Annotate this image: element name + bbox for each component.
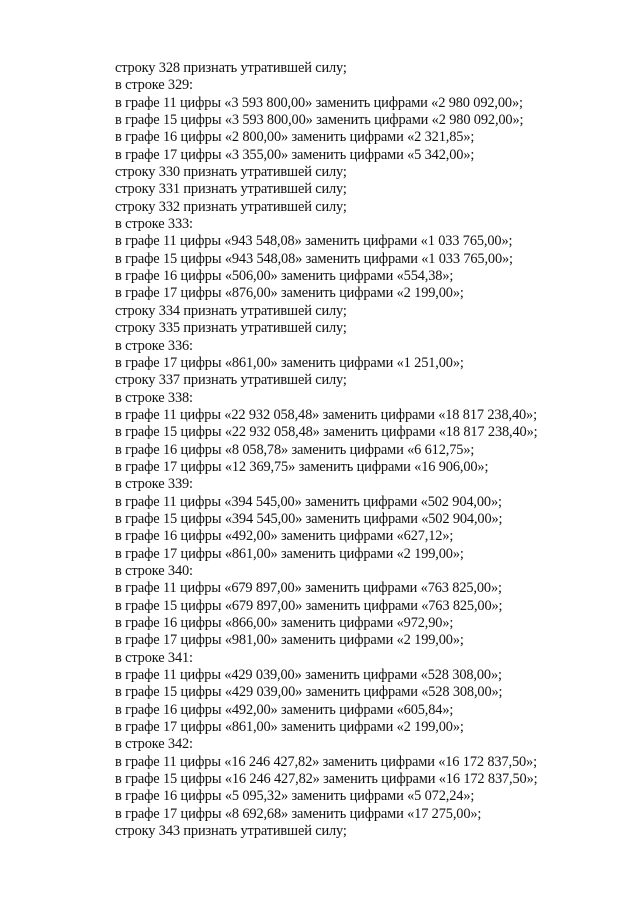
text-line: строку 337 признать утратившей силу; <box>115 372 347 389</box>
amendment-text-block <box>115 60 615 840</box>
text-line: в графе 17 цифры «8 692,68» заменить цифрами «17 275,00»; <box>115 805 482 822</box>
text-line: в графе 17 цифры «861,00» заменить цифрами «1 251,00»; <box>115 354 464 371</box>
text-line: в графе 17 цифры «876,00» заменить цифрами «2 199,00»; <box>115 285 464 302</box>
text-line: в графе 11 цифры «3 593 800,00» заменить цифрами «2 980 092,00»; <box>115 94 523 111</box>
text-line: в графе 16 цифры «5 095,32» заменить цифрами «5 072,24»; <box>115 788 475 805</box>
text-line: в графе 17 цифры «981,00» заменить цифрами «2 199,00»; <box>115 632 464 649</box>
text-line: в графе 17 цифры «3 355,00» заменить цифрами «5 342,00»; <box>115 146 475 163</box>
text-line: строку 343 признать утратившей силу; <box>115 823 347 840</box>
text-line: в графе 15 цифры «943 548,08» заменить цифрами «1 033 765,00»; <box>115 250 513 267</box>
text-line: в графе 16 цифры «492,00» заменить цифрами «605,84»; <box>115 701 454 718</box>
text-line: в строке 329: <box>115 77 193 94</box>
text-line: строку 335 признать утратившей силу; <box>115 320 347 337</box>
text-line: строку 332 признать утратившей силу; <box>115 198 347 215</box>
text-line: в графе 11 цифры «16 246 427,82» заменить цифрами «16 172 837,50»; <box>115 753 537 770</box>
text-line: в графе 15 цифры «429 039,00» заменить цифрами «528 308,00»; <box>115 684 503 701</box>
text-line: в графе 16 цифры «2 800,00» заменить цифрами «2 321,85»; <box>115 129 475 146</box>
text-line: в графе 11 цифры «429 039,00» заменить цифрами «528 308,00»; <box>115 667 502 684</box>
text-line: в графе 15 цифры «679 897,00» заменить цифрами «763 825,00»; <box>115 597 503 614</box>
text-line: в графе 15 цифры «16 246 427,82» заменить цифрами «16 172 837,50»; <box>115 771 538 788</box>
text-line: строку 328 признать утратившей силу; <box>115 60 347 76</box>
text-line: в графе 15 цифры «22 932 058,48» заменить цифрами «18 817 238,40»; <box>115 424 538 441</box>
text-line: в графе 17 цифры «861,00» заменить цифрами «2 199,00»; <box>115 719 464 736</box>
text-line: в графе 15 цифры «394 545,00» заменить цифрами «502 904,00»; <box>115 510 503 527</box>
text-line: в графе 11 цифры «679 897,00» заменить цифрами «763 825,00»; <box>115 580 502 597</box>
text-line: в строке 338: <box>115 389 193 406</box>
text-line: строку 331 признать утратившей силу; <box>115 181 347 198</box>
text-line: в графе 11 цифры «394 545,00» заменить цифрами «502 904,00»; <box>115 493 502 510</box>
text-line: в графе 15 цифры «3 593 800,00» заменить цифрами «2 980 092,00»; <box>115 112 524 129</box>
text-line: в строке 341: <box>115 649 193 666</box>
text-line: в строке 342: <box>115 736 193 753</box>
text-line: строку 330 признать утратившей силу; <box>115 164 347 181</box>
text-line: в графе 17 цифры «12 369,75» заменить цифрами «16 906,00»; <box>115 458 489 475</box>
text-line: в строке 339: <box>115 476 193 493</box>
text-line: в графе 11 цифры «22 932 058,48» заменить цифрами «18 817 238,40»; <box>115 406 537 423</box>
text-line: в графе 16 цифры «8 058,78» заменить цифрами «6 612,75»; <box>115 441 475 458</box>
text-line: в графе 16 цифры «492,00» заменить цифрами «627,12»; <box>115 528 454 545</box>
text-line: в графе 11 цифры «943 548,08» заменить цифрами «1 033 765,00»; <box>115 233 513 250</box>
text-line: в строке 336: <box>115 337 193 354</box>
text-line: в графе 16 цифры «506,00» заменить цифрами «554,38»; <box>115 268 454 285</box>
text-line: в строке 340: <box>115 562 193 579</box>
text-line: в графе 17 цифры «861,00» заменить цифрами «2 199,00»; <box>115 545 464 562</box>
text-line: строку 334 признать утратившей силу; <box>115 302 347 319</box>
text-line: в строке 333: <box>115 216 193 233</box>
text-line: в графе 16 цифры «866,00» заменить цифрами «972,90»; <box>115 615 454 631</box>
